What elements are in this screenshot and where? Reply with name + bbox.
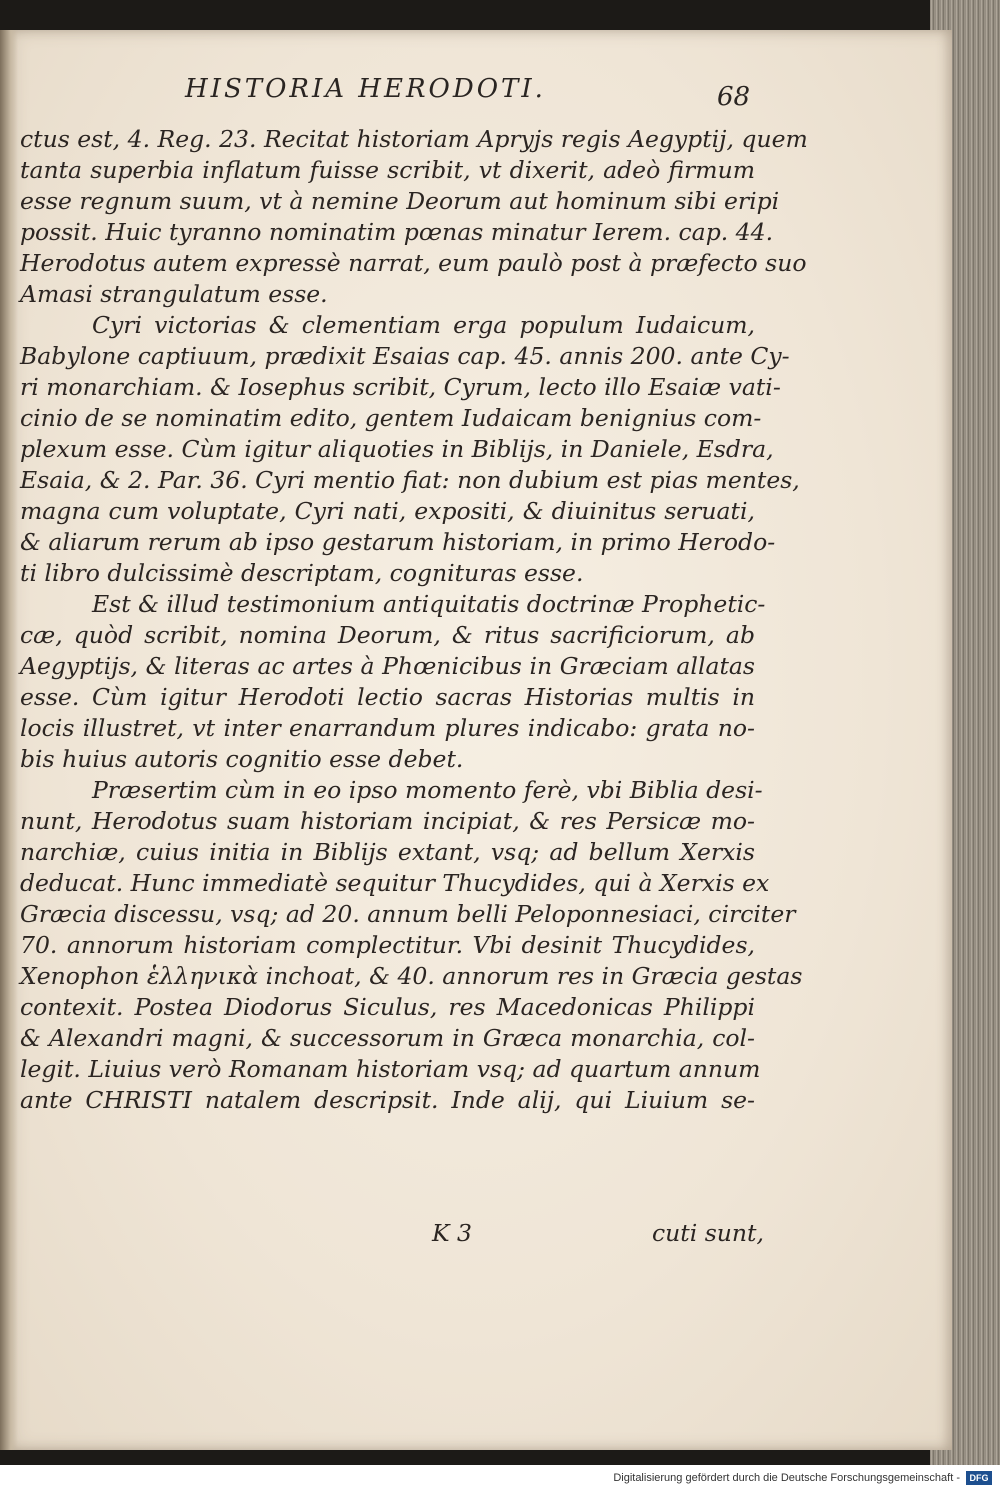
text-line: bis huius autoris cognitio esse debet. bbox=[20, 745, 464, 773]
text-line: ri monarchiam. & Iosephus scribit, Cyrum, lecto illo Esaiæ vati- bbox=[20, 373, 781, 401]
footer-bar bbox=[0, 1465, 1000, 1494]
text-line: cæ, quòd scribit, nomina Deorum, & ritus sacrificiorum, ab bbox=[20, 621, 755, 649]
text-line: Esaia, & 2. Par. 36. Cyri mentio fiat: non dubium est pias mentes, bbox=[20, 466, 800, 494]
catchword: cuti sunt, bbox=[652, 1219, 764, 1247]
text-line: Cyri victorias & clementiam erga populum Iudaicum, bbox=[92, 311, 755, 339]
page-number: 68 bbox=[717, 82, 751, 112]
text-line: & aliarum rerum ab ipso gestarum historiam, in primo Herodo- bbox=[20, 528, 776, 556]
text-line: ctus est, 4. Reg. 23. Recitat historiam Apryjs regis Aegyptij, quem bbox=[20, 125, 808, 153]
text-line: Amasi strangulatum esse. bbox=[20, 280, 328, 308]
text-line: Græcia discessu, vsq; ad 20. annum belli Peloponnesiaci, circiter bbox=[20, 900, 796, 928]
text-line: narchiæ, cuius initia in Biblijs extant, vsq; ad bellum Xerxis bbox=[20, 838, 755, 866]
footer-credit: Digitalisierung gefördert durch die Deutsche Forschungsgemeinschaft - bbox=[613, 1472, 960, 1484]
text-line: nunt, Herodotus suam historiam incipiat, & res Persicæ mo- bbox=[20, 807, 755, 835]
text-line: deducat. Hunc immediatè sequitur Thucydides, qui à Xerxis ex bbox=[20, 869, 770, 897]
text-line: Præsertim cùm in eo ipso momento ferè, vbi Biblia desi- bbox=[92, 776, 763, 804]
text-line: & Alexandri magni, & successorum in Græca monarchia, col- bbox=[20, 1024, 755, 1052]
running-head: HISTORIA HERODOTI. bbox=[185, 74, 546, 104]
signature-mark: K 3 bbox=[432, 1219, 472, 1247]
text-line: Aegyptijs, & literas ac artes à Phœnicibus in Græciam allatas bbox=[20, 652, 755, 680]
text-line: cinio de se nominatim edito, gentem Iudaicam benignius com- bbox=[20, 404, 762, 432]
text-line: possit. Huic tyranno nominatim pœnas minatur Ierem. cap. 44. bbox=[20, 218, 774, 246]
body-text bbox=[20, 124, 808, 1116]
dfg-logo: DFG bbox=[966, 1471, 992, 1485]
text-line: plexum esse. Cùm igitur aliquoties in Biblijs, in Daniele, Esdra, bbox=[20, 435, 774, 463]
text-line: contexit. Postea Diodorus Siculus, res Macedonicas Philippi bbox=[20, 993, 755, 1021]
text-line: Xenophon ἑλληνικὰ inchoat, & 40. annorum res in Græcia gestas bbox=[20, 962, 803, 990]
text-line: Est & illud testimonium antiquitatis doctrinæ Prophetic- bbox=[92, 590, 766, 618]
text-line: esse. Cùm igitur Herodoti lectio sacras Historias multis in bbox=[20, 683, 755, 711]
text-line: locis illustret, vt inter enarrandum plures indicabo: grata no- bbox=[20, 714, 755, 742]
page-gutter bbox=[0, 30, 18, 1450]
text-line: ante CHRISTI natalem descripsit. Inde alij, qui Liuium se- bbox=[20, 1086, 755, 1114]
text-line: Babylone captiuum, prædixit Esaias cap. 45. annis 200. ante Cy- bbox=[20, 342, 790, 370]
book-page bbox=[0, 30, 952, 1450]
text-line: legit. Liuius verò Romanam historiam vsq; ad quartum annum bbox=[20, 1055, 761, 1083]
text-line: Herodotus autem expressè narrat, eum paulò post à præfecto suo bbox=[20, 249, 807, 277]
text-line: 70. annorum historiam complectitur. Vbi desinit Thucydides, bbox=[20, 931, 755, 959]
text-line: esse regnum suum, vt à nemine Deorum aut hominum sibi eripi bbox=[20, 187, 780, 215]
text-line: tanta superbia inflatum fuisse scribit, vt dixerit, adeò firmum bbox=[20, 156, 755, 184]
text-line: ti libro dulcissimè descriptam, cognituras esse. bbox=[20, 559, 584, 587]
text-line: magna cum voluptate, Cyri nati, expositi, & diuinitus seruati, bbox=[20, 497, 755, 525]
